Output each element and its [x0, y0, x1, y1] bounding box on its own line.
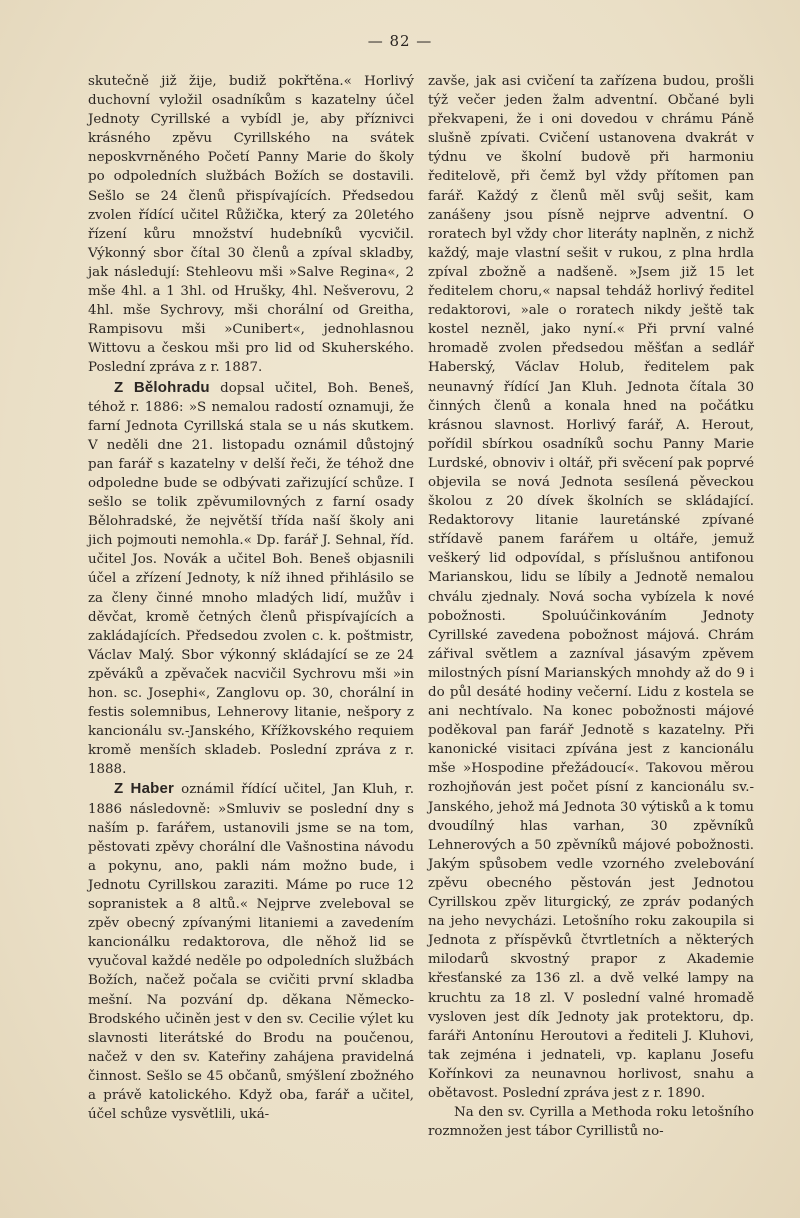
paragraph-text: dopsal učitel, Boh. Beneš, téhož r. 1886: »S nemalou radostí oznamuji, že farní Jednota Cyrillská stala se u nás skutkem. V neděli dne 21. listopadu oznámil důstojný pan farář s kazatelny v delší řeči, že téhož dne odpoledne bude se odbývati zařizující schůze. I sešlo se tolik zpěvumilovných z farní osady Bělohradské, že největší třída naší školy ani jich pojmouti nemohla.« Dp. farář J. Sehnal, říd. učitel Jos. Novák a učitel Boh. Beneš objasnili účel a zřízení Jednoty, k níž ihned přihlásilo se za členy činné mnoho mladých lidí, mužův i děvčat, kromě četných členů přispívajících a zakládajících. Předsedou zvolen c. k. poštmistr, Václav Malý. Sbor výkonný skládající se ze 24 zpěváků a zpěvaček nacvičil Sychrovu mši »in hon. sc. Josephi«, Zanglovu op. 30, chorální in festis solemnibus, Lehnerovy litanie, nešpory z kancionálu sv.-Janského, Křížkovského requiem kromě menších skladeb. Poslední zpráva z r. 1888.: [88, 380, 414, 778]
paragraph: [88, 378, 414, 780]
right-column: [428, 72, 754, 1141]
paragraph: skutečně již žije, budiž pokřtěna.« Horlivý duchovní vyložil osadníkům s kazatelny účel Jednoty Cyrillské a vybídl je, aby příznivci krásného zpěvu Cyrillského na svátek neposkvrněného Početí Panny Marie do školy po odpoledních službách Božích se dostavili. Sešlo se 24 členů přispívajících. Předsedou zvolen řídící učitel Růžička, který za 20letého řízení kůru množství hudebníků vycvičil. Výkonný sbor čítal 30 členů a zpíval skladby, jak následují: Stehleovu mši »Salve Regina«, 2 mše 4hl. a 1 3hl. od Hrušky, 4hl. Nešverovu, 2 4hl. mše Sychrovy, mši chorální od Greitha, Rampisovu mši »Cunibert«, jednohlasnou Wittovu a českou mši pro lid od Skuherského. Poslední zpráva z r. 1887.: [88, 74, 414, 376]
place-heading: Z Bělohradu: [114, 378, 210, 396]
paragraph: zavše, jak asi cvičení ta zařízena budou, prošli týž večer jeden žalm adventní. Občané byli překvapeni, že i oni dovedou v chrámu Páně slušně zpívati. Cvičení ustanovena dvakrát v týdnu ve školní budově při harmoniu ředitelově, při čemž byl vždy přítomen pan farář. Každý z členů měl svůj sešit, kam zanášeny jsou písně nejprve adventní. O roratech byl vždy chor literáty naplněn, z nichž každý, maje vlastní sešit v rukou, z plna hrdla zpíval zbožně a nadšeně. »Jsem již 15 let ředitelem choru,« napsal tehdáž horlivý ředitel redaktorovi, »ale o roratech nikdy ještě tak kostel nezněl, jako nyní.« Při první valné hromadě zvolen předsedou měšťan a sedlář Haberský, Václav Holub, ředitelem pak neunavný řídící Jan Kluh. Jednota čítala 30 činných členů a konala hned na počátku krásnou slavnost. Horlivý farář, A. Herout, pořídil sbírkou osadníků sochu Panny Marie Lurdské, obnoviv i oltář, při svěcení pak poprvé objevila se nová Jednota sesílená pěveckou školou z 20 dívek školních se skládající. Redaktorovy litanie lauretánské zpívané střídavě panem farářem u oltáře, jemuž veškerý lid odpovídal, s příslušnou antifonou Marianskou, lidu se líbily a Jednotě nemalou chválu zjednaly. Nová socha vybízela k nové pobožnosti. Spoluúčinkováním Jednoty Cyrillské zavedena pobožnost májová. Chrám zářival světlem a zazníval jásavým zpěvem milostných písní Marianských mnohdy až do 9 i do půl desáté hodiny večerní. Lidu z kostela se ani nechtívalo. Na konec pobožnosti májové poděkoval pan farář Jednotě s kazatelny. Při kanonické visitaci zpívána jest z kancionálu mše »Hospodine přežádoucí«. Takovou měrou rozhojňován jest počet písní z kancionálu sv.-Janského, jehož má Jednota 30 výtisků a k tomu dvoudílný hlas varhan, 30 zpěvníků Lehnerových a 50 zpěvníků májové pobožnosti. Jakým spůsobem vedle vzorného zvelebování zpěvu obecného pěstován jest Jednotou Cyrillskou zpěv liturgický, ze zpráv podaných na jeho nevycházi. Letošního roku zakoupila si Jednota z příspěvků čtvrtletních a některých milodarů skvostný prapor z Akademie křesťanské za 136 zl. a dvě velké lampy na kruchtu za 18 zl. V poslední valné hromadě vysloven jest dík Jednoty jak protektoru, dp. faráři Antonínu Heroutovi a řediteli J. Kluhovi, tak zejména i jednateli, vp. kaplanu Josefu Kořínkovi za neunavnou horlivost, snahu a obětavost. Poslední zpráva jest z r. 1890.: [428, 74, 754, 1101]
left-column: [88, 72, 414, 1124]
paragraph-text: oznámil řídící učitel, Jan Kluh, r. 1886 následovně: »Smluviv se poslední dny s naším p. farářem, ustanovili jsme se na tom, pěstovati zpěvy chorální dle Vašnostina návodu a pokynu, ano, pakli nám možno bude, i Jednotu Cyrillskou zaraziti. Máme po ruce 12 sopranistek a 8 altů.« Nejprve zveleboval se zpěv obecný zpívanými litaniemi a zavedením kancionálku redaktorova, dle něhož lid se vyučoval každé neděle po odpoledních službách Božích, načež počala se cvičiti první skladba mešní. Na pozvání dp. děkana Německo-Brodského učiněn jest v den sv. Cecilie výlet ku slavnosti literátské do Brodu na poučenou, načež v den sv. Kateřiny zahájena pravidelná činnost. Sešlo se 45 občanů, smýšlení zbožného a právě katolického. Když oba, farář a učitel, účel schůze vysvětlili, uká-: [88, 782, 414, 1123]
paragraph: [88, 779, 414, 1124]
paragraph: Na den sv. Cyrilla a Methoda roku letošního rozmnožen jest tábor Cyrillistů no-: [428, 1105, 754, 1140]
place-heading: Z Haber: [114, 780, 175, 798]
page-number: — 82 —: [367, 32, 433, 50]
